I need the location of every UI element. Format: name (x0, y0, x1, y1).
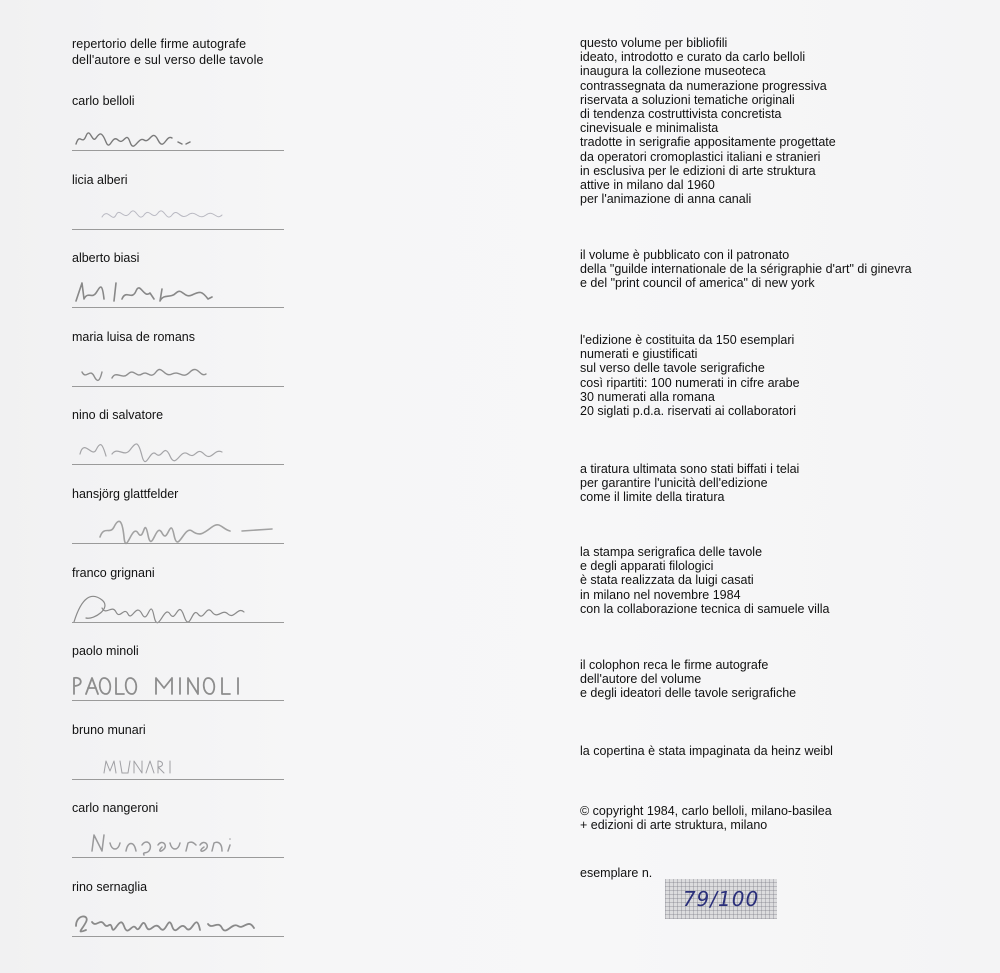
text-line: 20 siglati p.d.a. riservati ai collaboratori (580, 404, 797, 419)
text-line: della "guilde internationale de la sérigraphie d'art" di ginevra (580, 262, 912, 277)
signature-stroke (82, 369, 206, 380)
signature-stroke (76, 133, 190, 146)
signature-field (72, 586, 284, 626)
text-line: questo volume per bibliofili (580, 36, 728, 50)
text-line: in milano nel novembre 1984 (580, 587, 741, 602)
paragraph-colophon (580, 658, 796, 701)
paragraph-print-run (580, 462, 799, 505)
text-line: dell'autore del volume (580, 672, 702, 687)
signature-field (72, 507, 284, 547)
register-header-line: repertorio delle firme autografe (72, 37, 247, 51)
text-line: sul verso delle tavole serigrafiche (580, 361, 765, 376)
signatory-name: alberto biasi (72, 251, 140, 266)
text-line: e del "print council of america" di new york (580, 276, 815, 291)
paragraph-edition (580, 333, 800, 418)
text-line: è stata realizzata da luigi casati (580, 573, 754, 588)
signatory-name: franco grignani (72, 565, 155, 580)
text-line: il volume è pubblicato con il patronato (580, 248, 790, 262)
text-line: 30 numerati alla romana (580, 389, 715, 404)
signatory-name: rino sernaglia (72, 880, 148, 894)
signature-line (72, 936, 284, 937)
text-line: tradotte in serigrafie appositamente progettate (580, 135, 836, 150)
handwritten-signature (72, 900, 284, 940)
text-line: da operatori cromoplastici italiani e stranieri (580, 149, 821, 164)
text-line: e degli apparati filologici (580, 559, 714, 574)
signature-field (72, 664, 284, 704)
signatory-name: carlo belloli (72, 94, 135, 108)
signature-line (72, 386, 284, 387)
text-line: attive in milano dal 1960 (580, 178, 715, 193)
handwritten-signature (72, 821, 284, 861)
signature-line (72, 622, 284, 623)
text-line: numerati e giustificati (580, 347, 698, 362)
signatory-name: hansjörg glattfelder (72, 487, 179, 501)
paragraph-patronage (580, 248, 912, 291)
text-line: per garantire l'unicità dell'edizione (580, 476, 768, 491)
handwritten-signature (72, 586, 284, 626)
handwritten-signature (72, 114, 284, 154)
paragraph-copyright (580, 804, 832, 832)
signature-stroke (76, 916, 254, 931)
text-line: così ripartiti: 100 numerati in cifre arabe (580, 375, 800, 390)
text-line: a tiratura ultimata sono stati biffati i telai (580, 462, 800, 476)
signature-line (72, 700, 284, 701)
signature-line (72, 150, 284, 151)
text-line: l'edizione è costituita da 150 esemplari (580, 333, 795, 347)
text-line: in esclusiva per le edizioni di arte struktura (580, 163, 816, 178)
signature-stroke (80, 444, 222, 462)
signature-line (72, 779, 284, 780)
signature-stroke (74, 678, 238, 694)
signature-field (72, 900, 284, 940)
text-line: © copyright 1984, carlo belloli, milano-basilea (580, 804, 832, 818)
handwritten-signature (72, 507, 284, 547)
copy-number-stamp (665, 879, 777, 919)
text-line: la stampa serigrafica delle tavole (580, 545, 763, 559)
signatory-name: bruno munari (72, 722, 146, 737)
text-line: + edizioni di arte struktura, milano (580, 818, 768, 833)
text-line: di tendenza costruttivista concretista (580, 107, 782, 122)
handwritten-signature (72, 428, 284, 468)
text-line: e degli ideatori delle tavole serigrafiche (580, 686, 797, 701)
text-line: come il limite della tiratura (580, 490, 725, 505)
signature-field (72, 193, 284, 233)
text-line: il colophon reca le firme autografe (580, 658, 769, 672)
signature-field (72, 350, 284, 390)
signature-line (72, 229, 284, 230)
signatory-name: paolo minoli (72, 644, 139, 659)
signatory-name: licia alberi (72, 172, 128, 187)
text-line: cinevisuale e minimalista (580, 121, 719, 136)
text-line: con la collaborazione tecnica di samuele villa (580, 601, 830, 616)
handwritten-signature (72, 664, 284, 704)
text-line: riservata a soluzioni tematiche originali (580, 92, 795, 107)
paragraph-intro (580, 36, 836, 206)
signature-register (72, 36, 312, 68)
signatory-name: nino di salvatore (72, 408, 164, 423)
signature-stroke (100, 521, 272, 543)
signature-stroke (102, 210, 222, 216)
register-header (72, 36, 312, 68)
signature-field (72, 114, 284, 154)
signature-stroke (74, 596, 244, 622)
text-line: per l'animazione di anna canali (580, 192, 752, 207)
signature-stroke (76, 283, 212, 301)
signature-line (72, 307, 284, 308)
copy-number-label: esemplare n. (580, 866, 653, 880)
signature-stroke (104, 761, 170, 773)
handwritten-signature (72, 743, 284, 783)
handwritten-signature (72, 350, 284, 390)
text-line: ideato, introdotto e curato da carlo belloli (580, 50, 806, 65)
signatory-name: carlo nangeroni (72, 801, 159, 816)
signature-field (72, 428, 284, 468)
signature-stroke (92, 835, 230, 855)
handwritten-signature (72, 271, 284, 311)
text-line: inaugura la collezione museoteca (580, 64, 766, 79)
register-header-line: dell'autore e sul verso delle tavole (72, 53, 264, 67)
signature-field (72, 743, 284, 783)
paragraph-printing (580, 545, 829, 616)
signatory-name: maria luisa de romans (72, 329, 195, 344)
signature-field (72, 821, 284, 861)
paragraph-cover (580, 744, 833, 758)
handwritten-signature (72, 193, 284, 233)
signature-line (72, 857, 284, 858)
signature-line (72, 543, 284, 544)
text-line: la copertina è stata impaginata da heinz weibl (580, 744, 833, 758)
copy-number-value: 79/100 (682, 887, 760, 911)
signature-line (72, 464, 284, 465)
signature-field (72, 271, 284, 311)
text-line: contrassegnata da numerazione progressiva (580, 78, 827, 93)
